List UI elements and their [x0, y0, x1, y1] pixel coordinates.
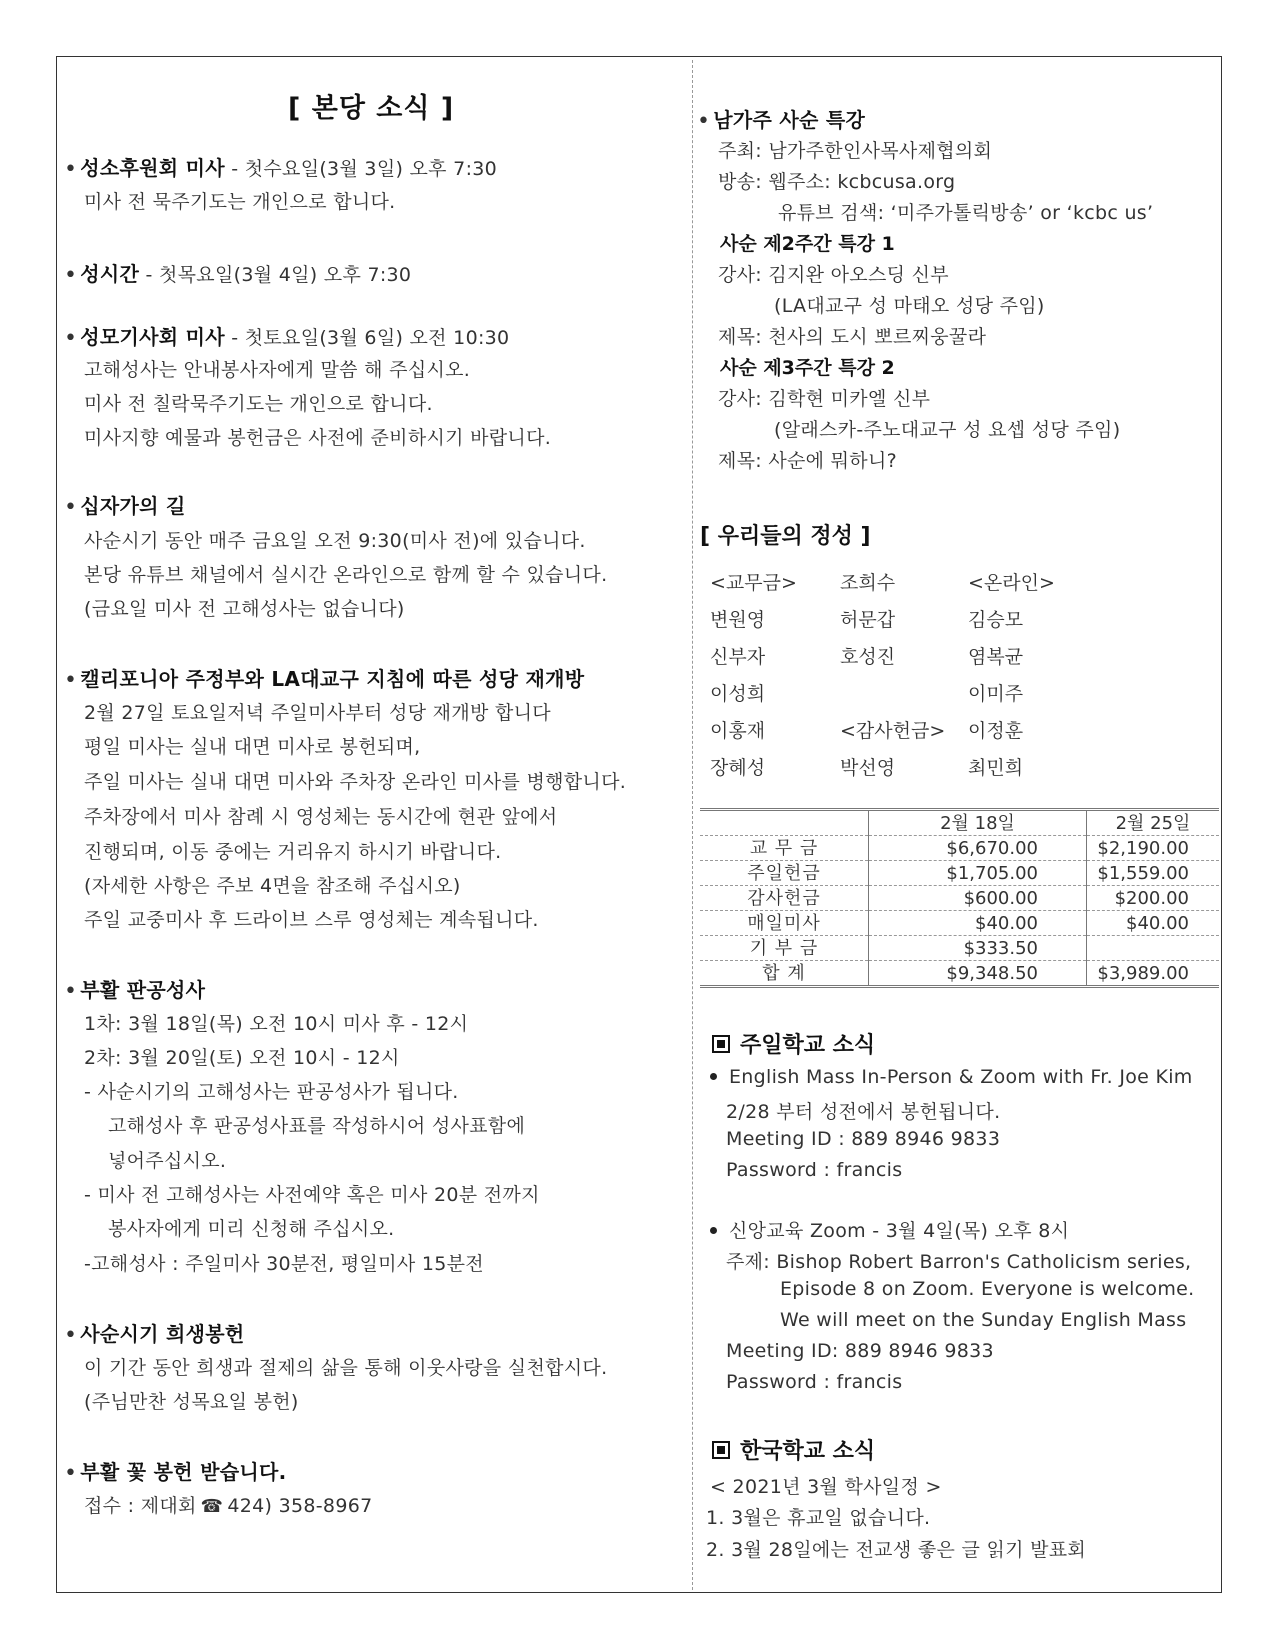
news-line: 미사 전 묵주기도는 개인으로 합니다. — [84, 191, 396, 213]
news-item-militia: • 성모기사회 미사 - 첫토요일(3월 6일) 오전 10:30 — [64, 325, 510, 351]
news-line: 주일 교중미사 후 드라이브 스루 영성체는 계속됩니다. — [84, 909, 539, 931]
table-cell-value — [1087, 936, 1220, 961]
bullet-icon: • — [64, 326, 78, 351]
news-line: - 미사 전 고해성사는 사전예약 혹은 미사 20분 전까지 — [84, 1184, 540, 1206]
news-item-lent-offering: • 사순시기 희생봉헌 — [64, 1322, 245, 1348]
news-line: 진행되며, 이동 중에는 거리유지 하시기 바랍니다. — [84, 841, 502, 863]
table-row — [700, 886, 1219, 911]
section-title: [ 본당 소식 ] — [288, 93, 455, 124]
sunday-school-heading: 주일학교 소식 — [712, 1028, 875, 1059]
news-line: 고해성사 후 판공성사표를 작성하시어 성사표함에 — [108, 1115, 526, 1137]
news-line: Episode 8 on Zoom. Everyone is welcome. — [780, 1278, 1195, 1300]
bullet-icon: • — [64, 1323, 78, 1348]
lecture-2-parish: (알래스카-주노대교구 성 요셉 성당 주임) — [774, 419, 1121, 441]
korean-school-heading: 한국학교 소식 — [712, 1434, 875, 1465]
news-line: 1차: 3월 18일(목) 오전 10시 미사 후 - 12시 — [84, 1013, 469, 1035]
donor-name: 신부자 — [710, 646, 766, 668]
table-header-cell: 2월 18일 — [869, 810, 1087, 836]
donor-name: <온라인> — [968, 572, 1055, 594]
news-line: (주님만찬 성목요일 봉헌) — [84, 1391, 299, 1413]
finance-table — [700, 808, 1219, 988]
bullet-icon: • — [64, 1461, 78, 1486]
lecture-broadcast: 방송: 웹주소: kcbcusa.org — [718, 171, 956, 193]
table-row — [700, 936, 1219, 961]
news-line: Meeting ID: 889 8946 9833 — [726, 1340, 994, 1362]
news-line: 넣어주십시오. — [108, 1150, 227, 1172]
donor-name: 허문갑 — [840, 609, 896, 631]
news-line: 2월 27일 토요일저녁 주일미사부터 성당 재개방 합니다 — [84, 702, 551, 724]
phone-icon: ☎ — [200, 1496, 224, 1517]
table-cell-value: $6,670.00 — [869, 836, 1087, 861]
table-header-cell — [700, 810, 869, 836]
table-cell-value: $1,705.00 — [869, 861, 1087, 886]
bullet-icon: • — [64, 668, 78, 693]
news-line: (금요일 미사 전 고해성사는 없습니다) — [84, 598, 405, 620]
table-cell-value: $9,348.50 — [869, 961, 1087, 987]
table-cell-value: $40.00 — [869, 911, 1087, 936]
lecture-1-speaker: 강사: 김지완 아오스딩 신부 — [718, 264, 949, 286]
donor-name: 염복균 — [968, 646, 1024, 668]
news-item-stations: • 십자가의 길 — [64, 494, 186, 520]
news-line: 이 기간 동안 희생과 절제의 삶을 통해 이웃사랑을 실천합시다. — [84, 1357, 608, 1379]
news-line: 주일 미사는 실내 대면 미사와 주차장 온라인 미사를 병행합니다. — [84, 771, 627, 793]
table-cell-label: 감사헌금 — [700, 886, 869, 911]
bullet-icon: • — [64, 495, 78, 520]
news-line: 미사지향 예물과 봉헌금은 사전에 준비하시기 바랍니다. — [84, 427, 552, 449]
table-cell-value: $1,559.00 — [1087, 861, 1220, 886]
news-item-easter-flowers: • 부활 꽃 봉헌 받습니다. — [64, 1460, 287, 1486]
news-item-reopening: • 캘리포니아 주정부와 LA대교구 지침에 따른 성당 재개방 — [64, 667, 585, 693]
table-cell-value: $2,190.00 — [1087, 836, 1220, 861]
donor-name: 이정훈 — [968, 720, 1024, 742]
table-row — [700, 861, 1219, 886]
news-line: 주제: Bishop Robert Barron's Catholicism series, — [726, 1251, 1192, 1273]
table-header-row — [700, 810, 1219, 836]
lecture-heading: • 남가주 사순 특강 — [697, 108, 866, 134]
donor-name: 이성희 — [710, 683, 766, 705]
bullet-icon: • — [697, 109, 711, 134]
donor-name: <감사헌금> — [840, 720, 946, 742]
news-line: Meeting ID : 889 8946 9833 — [726, 1128, 1001, 1150]
lecture-1-parish: (LA대교구 성 마태오 성당 주임) — [774, 295, 1045, 317]
lecture-1-title: 사순 제2주간 특강 1 — [720, 233, 895, 255]
lecture-2-title: 사순 제3주간 특강 2 — [720, 357, 895, 379]
news-line: 봉사자에게 미리 신청해 주십시오. — [108, 1218, 395, 1240]
lecture-host: 주최: 남가주한인사목사제협의회 — [718, 140, 993, 162]
donor-name: 변원영 — [710, 609, 766, 631]
table-cell-label: 합 계 — [700, 961, 869, 987]
news-item-holy-hour: • 성시간 - 첫목요일(3월 4일) 오후 7:30 — [64, 262, 412, 288]
news-line: 주차장에서 미사 참례 시 영성체는 동시간에 현관 앞에서 — [84, 806, 558, 828]
table-cell-value: $333.50 — [869, 936, 1087, 961]
table-cell-value: $40.00 — [1087, 911, 1220, 936]
news-line: 2. 3월 28일에는 전교생 좋은 글 읽기 발표회 — [706, 1539, 1087, 1561]
donor-name: 박선영 — [840, 757, 896, 779]
news-line: Password : francis — [726, 1371, 903, 1393]
donor-name: 장혜성 — [710, 757, 766, 779]
devotion-heading: [ 우리들의 정성 ] — [700, 524, 871, 549]
table-cell-value: $3,989.00 — [1087, 961, 1220, 987]
donor-name: <교무금> — [710, 572, 797, 594]
news-line: 고해성사는 안내봉사자에게 말씀 해 주십시오. — [84, 359, 471, 381]
table-cell-label: 교 무 금 — [700, 836, 869, 861]
donor-name: 이미주 — [968, 683, 1024, 705]
news-line: 2차: 3월 20일(토) 오전 10시 - 12시 — [84, 1047, 400, 1069]
table-cell-label: 주일헌금 — [700, 861, 869, 886]
news-line: 2/28 부터 성전에서 봉헌됩니다. — [726, 1101, 1001, 1123]
korean-school-subtitle: < 2021년 3월 학사일정 > — [710, 1476, 942, 1498]
news-line: -고해성사 : 주일미사 30분전, 평일미사 15분전 — [84, 1253, 484, 1275]
donor-name: 김승모 — [968, 609, 1024, 631]
faith-education-item: 신앙교육 Zoom - 3월 4일(목) 오후 8시 — [704, 1216, 1069, 1243]
news-line: (자세한 사항은 주보 4면을 참조해 주십시오) — [84, 875, 461, 897]
lecture-2-topic: 제목: 사순에 뭐하니? — [718, 450, 897, 472]
bullet-icon: • — [64, 263, 78, 288]
news-line: We will meet on the Sunday English Mass — [780, 1309, 1187, 1331]
table-cell-value: $600.00 — [869, 886, 1087, 911]
news-item-vocation: • 성소후원회 미사 - 첫수요일(3월 3일) 오후 7:30 — [64, 156, 498, 182]
square-bullet-icon — [712, 1035, 730, 1053]
news-line: 사순시기 동안 매주 금요일 오전 9:30(미사 전)에 있습니다. — [84, 530, 586, 552]
donor-name: 이홍재 — [710, 720, 766, 742]
table-cell-label: 기 부 금 — [700, 936, 869, 961]
news-item-confession: • 부활 판공성사 — [64, 978, 206, 1004]
donor-name: 최민희 — [968, 757, 1024, 779]
table-row — [700, 836, 1219, 861]
donor-name: 조희수 — [840, 572, 896, 594]
news-line: 본당 유튜브 채널에서 실시간 온라인으로 함께 할 수 있습니다. — [84, 564, 608, 586]
bullet-icon — [710, 1227, 717, 1234]
lecture-2-speaker: 강사: 김학현 미카엘 신부 — [718, 388, 931, 410]
column-divider — [692, 60, 693, 1590]
bullet-icon — [710, 1073, 717, 1080]
english-mass-item: English Mass In-Person & Zoom with Fr. Joe Kim — [704, 1066, 1193, 1088]
news-line: 평일 미사는 실내 대면 미사로 봉헌되며, — [84, 736, 421, 758]
news-line: 미사 전 칠락묵주기도는 개인으로 합니다. — [84, 393, 433, 415]
table-cell-label: 매일미사 — [700, 911, 869, 936]
bullet-icon: • — [64, 157, 78, 182]
table-header-cell: 2월 25일 — [1087, 810, 1220, 836]
donor-name: 호성진 — [840, 646, 896, 668]
bullet-icon: • — [64, 979, 78, 1004]
table-row-total — [700, 961, 1219, 987]
lecture-1-topic: 제목: 천사의 도시 뽀르찌웅꿀라 — [718, 326, 987, 348]
contact-line: 접수 : 제대회 ☎ 424) 358-8967 — [84, 1495, 373, 1517]
table-cell-value: $200.00 — [1087, 886, 1220, 911]
news-line: Password : francis — [726, 1159, 903, 1181]
news-line: 1. 3월은 휴교일 없습니다. — [706, 1507, 931, 1529]
table-row — [700, 911, 1219, 936]
square-bullet-icon — [712, 1441, 730, 1459]
lecture-youtube: 유튜브 검색: ‘미주가톨릭방송’ or ‘kcbc us’ — [778, 202, 1154, 224]
news-line: - 사순시기의 고해성사는 판공성사가 됩니다. — [84, 1081, 459, 1103]
